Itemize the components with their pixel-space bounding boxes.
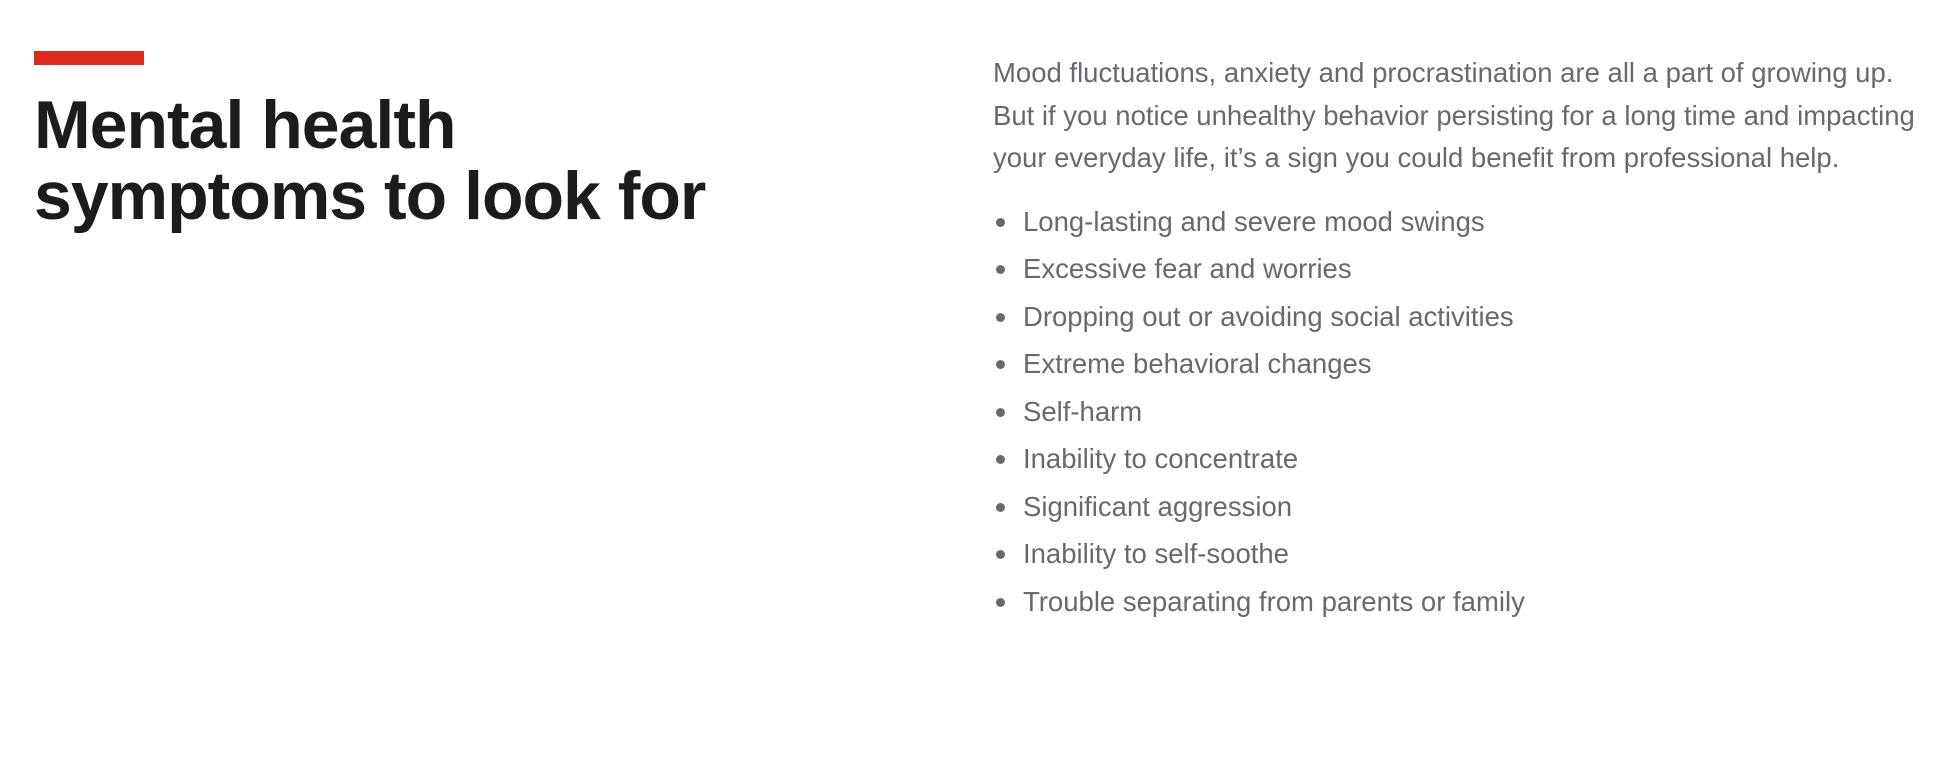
list-item (993, 388, 1933, 436)
intro-paragraph: Mood fluctuations, anxiety and procrastination are all a part of growing up. But if you notice unhealthy behavior persisting for a long time and impacting your everyday life, it’s a sign you could benefit from professional help. (993, 57, 1915, 173)
list-item (993, 293, 1933, 341)
bullet-icon (996, 265, 1005, 274)
list-item (993, 530, 1933, 578)
page-title: Mental health symptoms to look for (34, 87, 706, 234)
bullet-icon (996, 360, 1005, 369)
symptom-label: Inability to self-soothe (1023, 538, 1289, 569)
symptom-label: Significant aggression (1023, 490, 1293, 522)
symptom-list (993, 198, 1933, 626)
list-item (993, 483, 1933, 531)
accent-bar (34, 51, 144, 65)
bullet-icon (996, 313, 1005, 322)
bullet-icon (996, 218, 1005, 227)
symptom-label: Excessive fear and worries (1023, 253, 1352, 284)
bullet-icon (996, 408, 1005, 417)
symptom-label: Extreme behavioral changes (1023, 348, 1372, 379)
bullet-icon (996, 455, 1005, 464)
list-item (993, 198, 1933, 246)
list-item (993, 245, 1933, 293)
list-item (993, 435, 1933, 483)
symptoms-content (993, 52, 1933, 625)
bullet-icon (996, 598, 1005, 607)
bullet-icon (996, 503, 1005, 512)
symptom-label: Trouble separating from parents or family (1023, 585, 1525, 617)
symptom-label: Long-lasting and severe mood swings (1023, 205, 1485, 237)
symptom-label: Dropping out or avoiding social activities (1023, 300, 1514, 332)
symptom-label: Self-harm (1023, 395, 1143, 427)
list-item (993, 578, 1933, 626)
list-item (993, 340, 1933, 388)
bullet-icon (996, 550, 1005, 559)
symptom-label: Inability to concentrate (1023, 443, 1299, 474)
